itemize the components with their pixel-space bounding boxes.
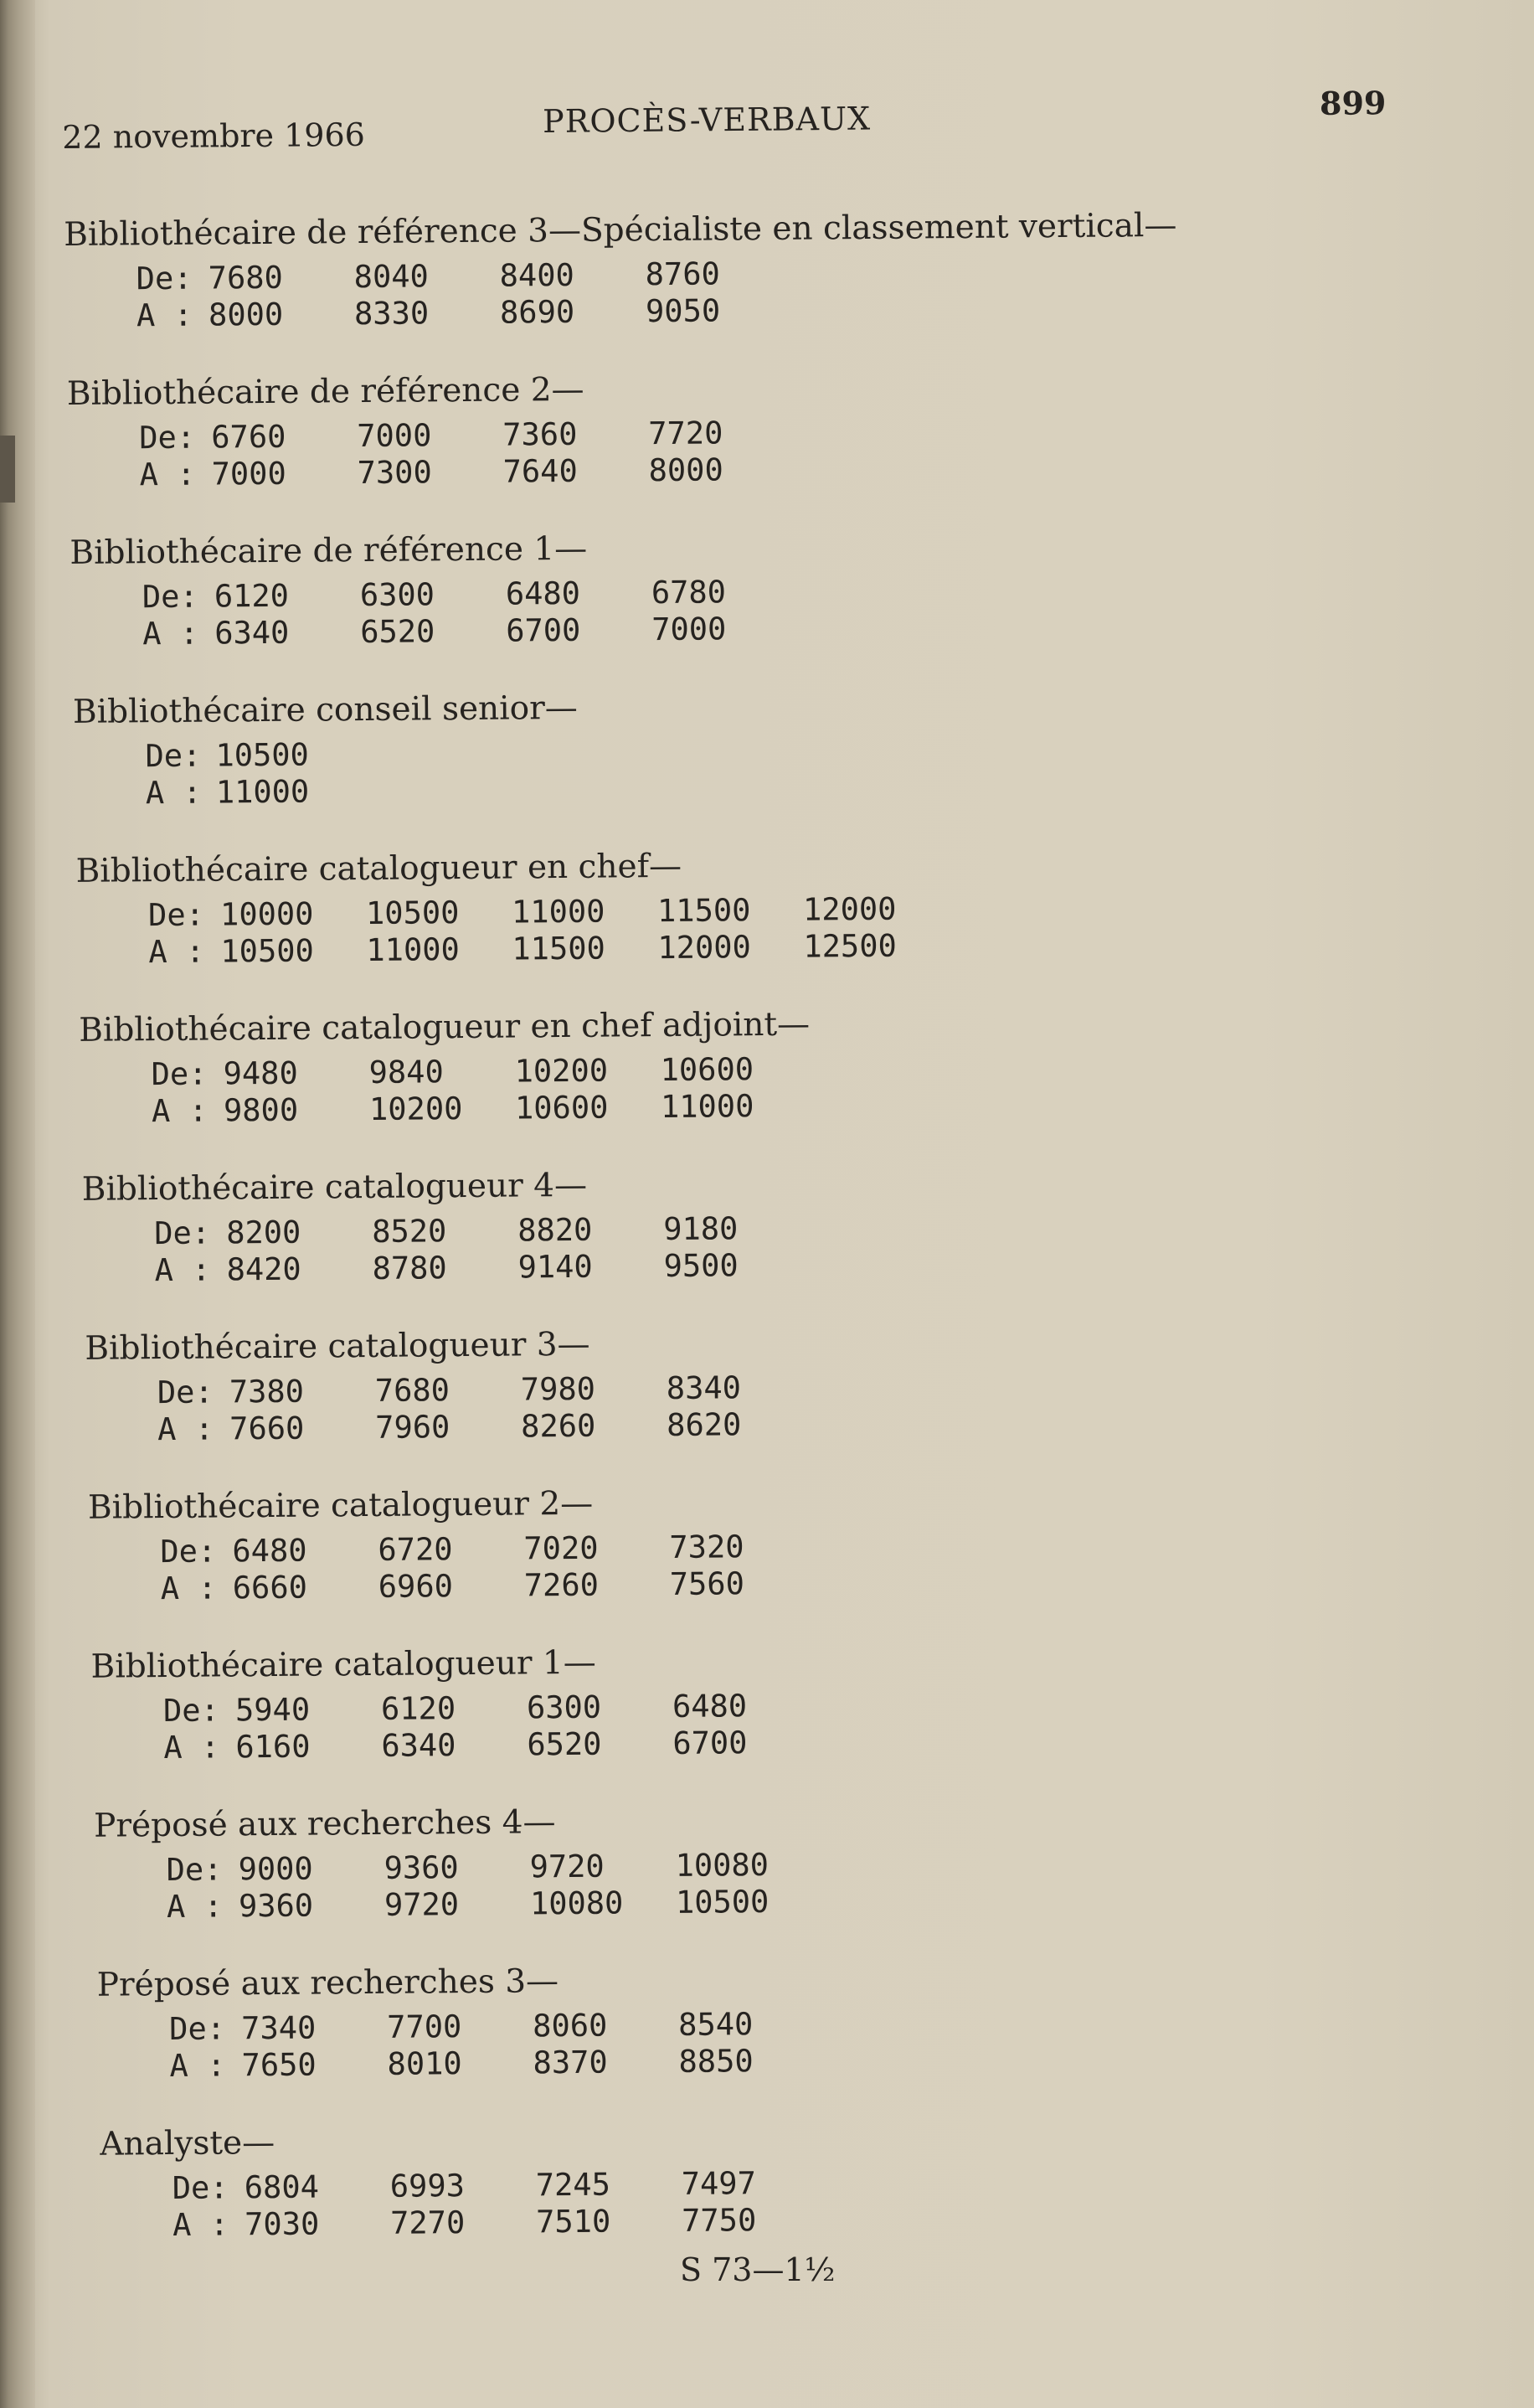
label-a: A : (157, 1410, 214, 1448)
label-de: De: (160, 1533, 217, 1570)
salary-value: 9840 (368, 1054, 444, 1091)
salary-value: 11000 (366, 931, 460, 968)
section-heading: Bibliothécaire catalogueur 1— (90, 1643, 596, 1686)
label-a: A : (136, 296, 193, 334)
salary-value: 10200 (368, 1091, 463, 1127)
salary-value: 6480 (232, 1532, 307, 1570)
salary-value: 9800 (223, 1091, 299, 1129)
section-bibliothecaire-conseil-senior (71, 676, 1324, 846)
page-number: 899 (1319, 84, 1387, 122)
salary-value: 7020 (523, 1529, 599, 1567)
label-de: De: (154, 1214, 211, 1252)
salary-value: 8330 (353, 295, 430, 333)
label-de: De: (151, 1055, 208, 1093)
section-heading: Bibliothécaire catalogueur 3— (85, 1325, 590, 1368)
salary-value: 8760 (645, 255, 720, 293)
salary-value: 7000 (651, 611, 727, 648)
label-de: De: (142, 578, 198, 616)
salary-value: 8060 (533, 2007, 608, 2044)
header-date: 22 novembre 1966 (62, 116, 366, 156)
section-heading: Bibliothécaire de référence 1— (69, 529, 588, 572)
salary-value: 10500 (365, 895, 460, 931)
section-prepose-aux-recherches-4 (92, 1790, 1333, 1959)
section-bibliothecaire-de-reference-3-specialiste-en-classement-vertical (62, 199, 1320, 369)
salary-value: 6300 (526, 1689, 602, 1726)
salary-value: 8520 (372, 1213, 447, 1250)
salary-value: 8340 (666, 1369, 742, 1407)
salary-value: 8850 (678, 2043, 754, 2080)
row-a (72, 768, 993, 814)
label-a: A : (169, 2047, 226, 2084)
salary-value: 10500 (215, 736, 310, 774)
salary-value: 7245 (535, 2166, 611, 2204)
salary-value: 7497 (681, 2165, 757, 2202)
salary-value: 8010 (387, 2045, 462, 2082)
salary-value: 7270 (389, 2204, 466, 2241)
salary-value: 9720 (529, 1848, 605, 1885)
salary-value: 6804 (244, 2168, 320, 2206)
salary-value: 8000 (648, 451, 723, 489)
salary-value: 6120 (214, 577, 290, 615)
section-bibliothecaire-catalogueur-4 (80, 1153, 1328, 1323)
salary-value: 10500 (220, 932, 314, 970)
salary-value: 7680 (374, 1372, 450, 1409)
salary-value: 7030 (244, 2205, 320, 2243)
label-de: De: (145, 737, 202, 775)
section-bibliothecaire-catalogueur-2 (86, 1472, 1331, 1641)
salary-value: 6720 (378, 1531, 453, 1568)
salary-value: 7720 (648, 415, 723, 452)
section-heading: Bibliothécaire de référence 2— (66, 370, 584, 413)
label-a: A : (160, 1570, 217, 1607)
salary-value: 6960 (378, 1568, 454, 1605)
label-a: A : (151, 1092, 208, 1130)
salary-value: 6660 (232, 1569, 308, 1606)
salary-value: 7320 (669, 1529, 744, 1565)
row-a (65, 450, 986, 496)
row-a (90, 1723, 1011, 1769)
salary-value: 10600 (660, 1051, 754, 1089)
label-a: A : (148, 933, 205, 971)
salary-value: 9180 (663, 1210, 739, 1248)
salary-value: 9360 (238, 1887, 314, 1925)
section-heading: Bibliothécaire catalogueur 4— (81, 1166, 588, 1209)
salary-value: 12000 (657, 929, 751, 967)
salary-value: 7700 (387, 2008, 462, 2045)
salary-value: 7340 (241, 2009, 317, 2047)
salary-value: 7980 (520, 1370, 596, 1408)
salary-value: 8420 (226, 1250, 301, 1288)
page-header (59, 84, 1398, 157)
section-heading: Bibliothécaire catalogueur en chef— (75, 847, 682, 890)
salary-value: 6480 (672, 1688, 748, 1725)
salary-value: 6160 (235, 1728, 311, 1766)
label-de: De: (147, 896, 205, 934)
row-a (99, 2200, 1020, 2246)
salary-value: 11000 (660, 1088, 754, 1126)
salary-value: 8000 (208, 296, 284, 333)
label-a: A : (166, 1888, 223, 1926)
salary-value: 6993 (389, 2168, 466, 2204)
section-bibliothecaire-catalogueur-en-chef (74, 835, 1325, 1004)
salary-value: 9480 (223, 1054, 298, 1092)
label-a: A : (145, 774, 202, 812)
salary-value: 8690 (499, 293, 575, 331)
page-binding (0, 0, 35, 2408)
salary-value: 7260 (523, 1566, 600, 1604)
salary-value: 9000 (238, 1850, 313, 1888)
label-de: De: (172, 2169, 229, 2206)
section-heading: Préposé aux recherches 3— (96, 1962, 559, 2004)
salary-value: 6480 (505, 575, 581, 612)
salary-value: 8260 (521, 1407, 596, 1445)
salary-value: 6300 (359, 576, 435, 614)
salary-value: 8040 (353, 258, 429, 296)
salary-value: 6760 (211, 418, 286, 456)
salary-value: 8620 (667, 1406, 742, 1444)
section-heading: Bibliothécaire conseil senior— (72, 688, 578, 731)
salary-value: 7510 (535, 2203, 611, 2240)
salary-value: 6520 (360, 613, 435, 651)
row-a (63, 291, 984, 337)
salary-value: 7000 (357, 417, 432, 455)
row-a (95, 2041, 1017, 2087)
salary-value: 8540 (678, 2006, 754, 2043)
salary-value: 7380 (229, 1373, 305, 1410)
salary-value: 6340 (214, 614, 290, 652)
salary-value: 7960 (375, 1409, 450, 1446)
salary-value: 11500 (656, 892, 751, 930)
section-heading: Préposé aux recherches 4— (93, 1803, 556, 1845)
salary-value: 10600 (514, 1089, 609, 1127)
label-de: De: (136, 260, 193, 297)
salary-value: 7680 (208, 259, 283, 296)
label-de: De: (157, 1374, 214, 1411)
salary-value: 11000 (511, 893, 605, 931)
salary-value: 10500 (675, 1883, 770, 1921)
salary-value: 11500 (512, 930, 605, 967)
salary-value: 6120 (380, 1690, 456, 1727)
salary-value: 6700 (506, 611, 581, 649)
salary-value: 12000 (802, 890, 897, 928)
section-heading: Bibliothécaire catalogueur en chef adjoint— (79, 1005, 811, 1049)
row-a (80, 1245, 1001, 1292)
row-a (93, 1882, 1014, 1928)
salary-value: 10000 (219, 895, 314, 933)
row-a (78, 1086, 999, 1132)
label-a: A : (172, 2206, 229, 2243)
salary-value: 6340 (381, 1727, 456, 1764)
salary-value: 9140 (517, 1248, 593, 1286)
row-a (75, 927, 996, 973)
row-a (84, 1405, 1005, 1451)
section-heading: Bibliothécaire catalogueur 2— (87, 1484, 594, 1527)
salary-value: 7360 (502, 415, 578, 453)
section-prepose-aux-recherches-3 (95, 1949, 1335, 2118)
salary-value: 7640 (502, 452, 578, 490)
header-title: PROCÈS-VERBAUX (542, 100, 872, 140)
row-a (69, 609, 990, 655)
salary-value: 7000 (211, 455, 286, 492)
section-bibliothecaire-de-reference-2 (65, 358, 1321, 528)
salary-value: 6520 (527, 1725, 602, 1763)
salary-value: 5940 (234, 1691, 311, 1729)
label-de: De: (169, 2010, 226, 2048)
label-de: De: (162, 1692, 220, 1730)
section-bibliothecaire-catalogueur-3 (83, 1312, 1329, 1482)
section-bibliothecaire-de-reference-1 (68, 517, 1322, 687)
salary-value: 7300 (357, 454, 432, 492)
salary-value: 8780 (372, 1250, 447, 1287)
salary-value: 8200 (226, 1214, 301, 1251)
label-de: De: (166, 1851, 223, 1889)
label-a: A : (142, 615, 199, 652)
section-heading: Bibliothécaire de référence 3—Spécialiste en classement vertical— (64, 206, 1177, 254)
section-bibliothecaire-catalogueur-en-chef-adjoint (77, 994, 1326, 1163)
salary-value: 12500 (803, 927, 897, 965)
salary-value: 8370 (533, 2044, 608, 2081)
salary-value: 6700 (672, 1725, 748, 1761)
section-heading: Analyste— (100, 2123, 275, 2163)
salary-value: 9720 (384, 1886, 460, 1923)
salary-value: 10200 (514, 1052, 609, 1090)
salary-value: 10080 (529, 1885, 624, 1922)
salary-value: 11000 (215, 773, 310, 811)
salary-value: 8820 (517, 1211, 593, 1249)
binding-tab (0, 436, 15, 503)
footer-signature: S 73—1½ (680, 2251, 836, 2288)
salary-value: 7750 (681, 2202, 757, 2239)
salary-value: 6780 (651, 574, 727, 611)
salary-value: 9050 (645, 292, 721, 330)
row-a (87, 1564, 1008, 1610)
salary-scale-list (62, 199, 1336, 2277)
label-a: A : (163, 1729, 220, 1766)
label-a: A : (139, 456, 196, 493)
label-a: A : (154, 1251, 211, 1289)
salary-value: 9360 (384, 1849, 459, 1886)
salary-value: 7660 (229, 1410, 305, 1447)
salary-value: 9500 (663, 1247, 739, 1285)
salary-value: 7560 (669, 1565, 745, 1602)
section-bibliothecaire-catalogueur-1 (89, 1631, 1331, 1800)
salary-value: 7650 (241, 2046, 317, 2084)
salary-value: 8400 (499, 256, 574, 294)
label-de: De: (139, 419, 196, 456)
salary-value: 10080 (675, 1846, 770, 1884)
